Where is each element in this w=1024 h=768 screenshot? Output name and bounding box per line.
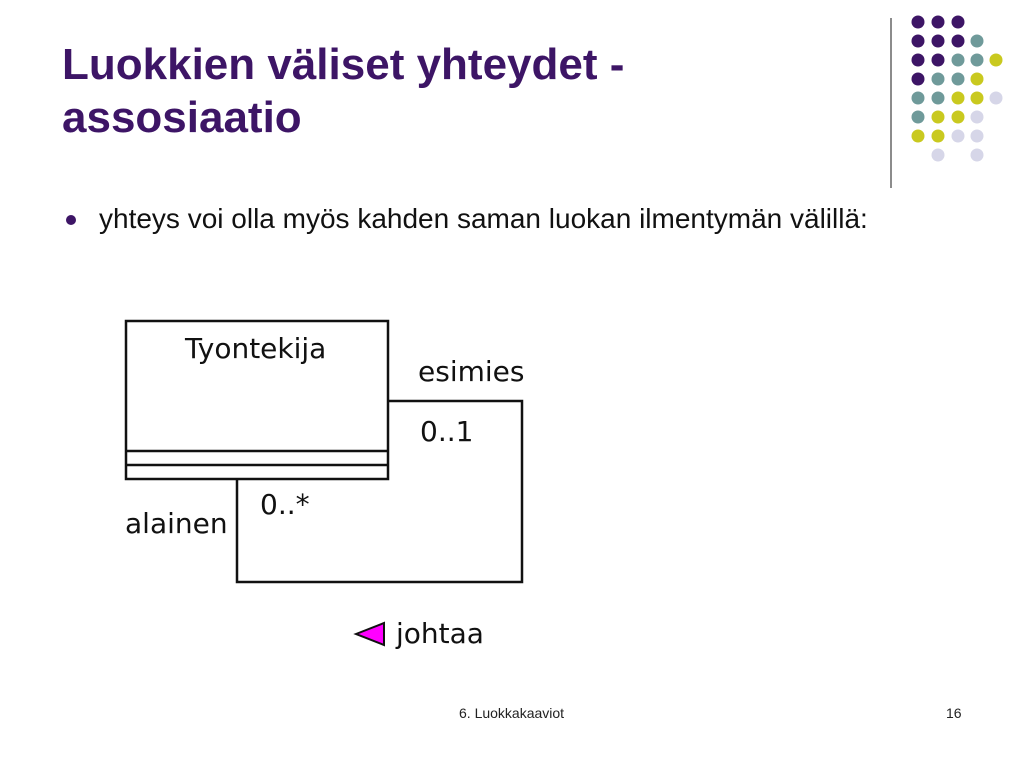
multiplicity-top: 0..1 xyxy=(420,415,474,448)
class-name: Tyontekija xyxy=(185,332,327,365)
bullet-text: yhteys voi olla myös kahden saman luokan ilmentymän välillä: xyxy=(99,203,868,234)
role-alainen: alainen xyxy=(125,507,228,540)
footer-page-number: 16 xyxy=(946,705,962,721)
multiplicity-bottom: 0..* xyxy=(260,488,310,521)
slide-title-line1: Luokkien väliset yhteydet - xyxy=(62,40,625,89)
footer-chapter: 6. Luokkakaaviot xyxy=(459,705,565,721)
association-name: johtaa xyxy=(396,617,484,650)
direction-arrow-icon xyxy=(356,623,384,645)
role-esimies: esimies xyxy=(418,355,525,388)
slide-title-line2: assosiaatio xyxy=(62,93,302,142)
